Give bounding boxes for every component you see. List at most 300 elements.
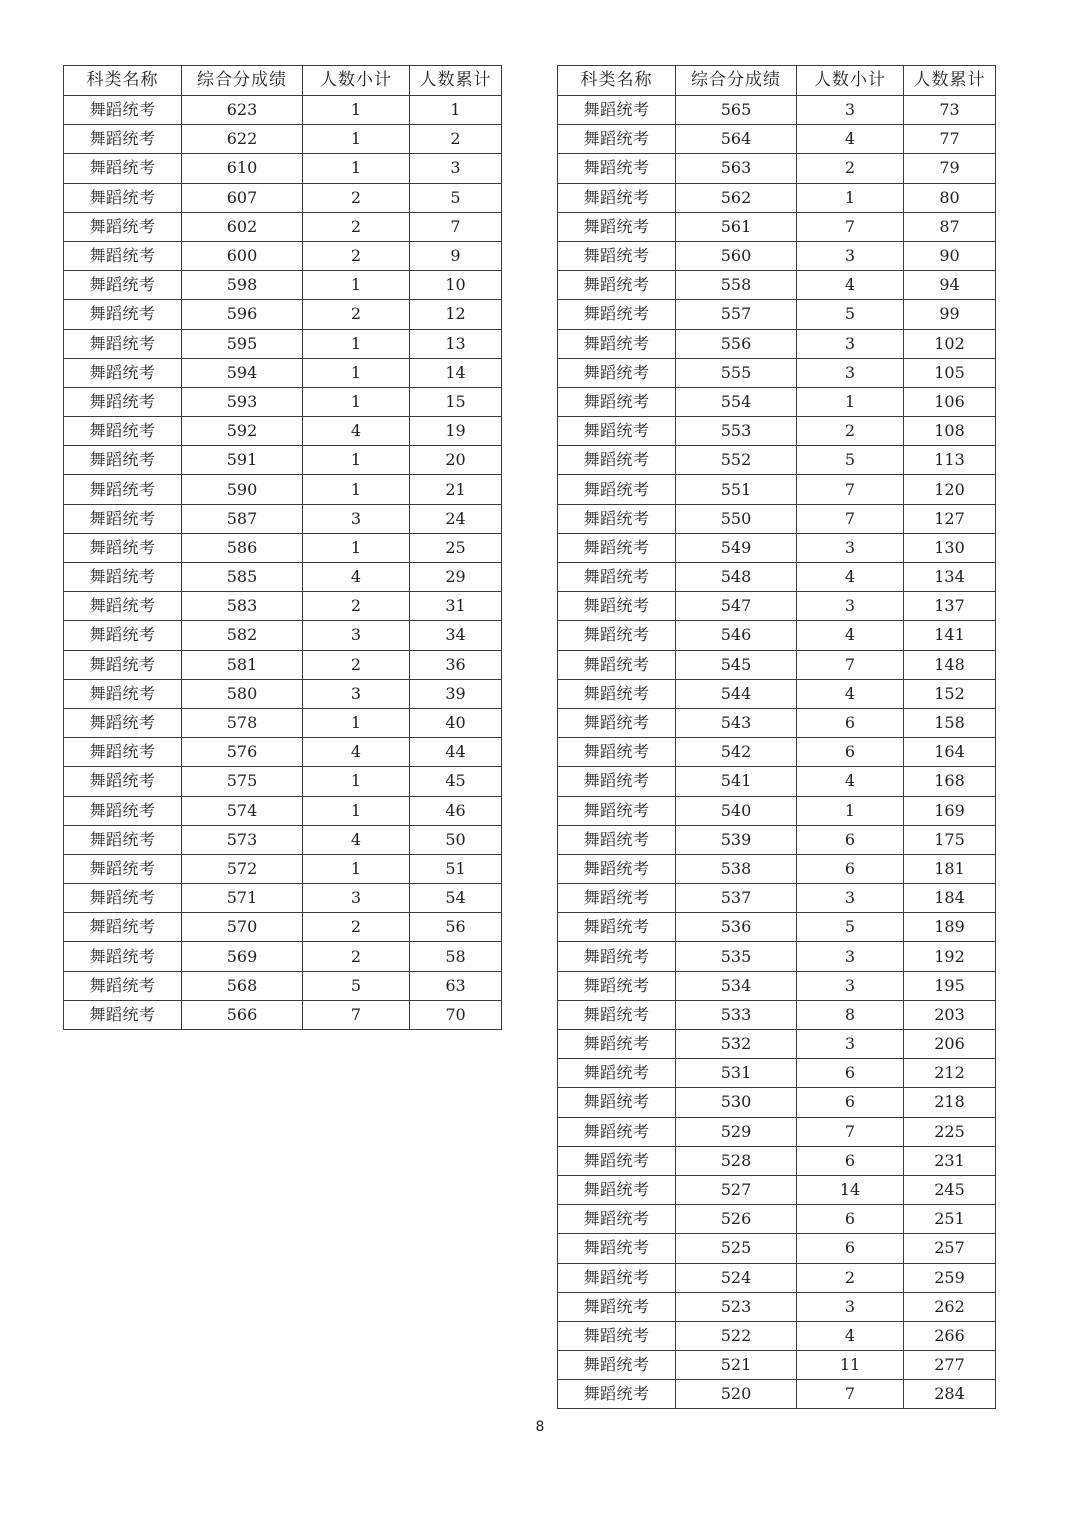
- cell-count: 1: [303, 796, 410, 825]
- cell-score: 602: [182, 212, 303, 241]
- cell-category: 舞蹈统考: [558, 884, 676, 913]
- cell-score: 546: [676, 621, 797, 650]
- cell-category: 舞蹈统考: [558, 913, 676, 942]
- cell-cumulative: 195: [904, 971, 996, 1000]
- cell-cumulative: 54: [410, 884, 502, 913]
- table-row: [558, 241, 996, 270]
- cell-category: 舞蹈统考: [558, 767, 676, 796]
- cell-count: 1: [303, 358, 410, 387]
- cell-count: 1: [303, 475, 410, 504]
- cell-score: 569: [182, 942, 303, 971]
- table-header-row: [558, 66, 996, 96]
- cell-count: 5: [303, 971, 410, 1000]
- cell-cumulative: 63: [410, 971, 502, 1000]
- cell-score: 543: [676, 708, 797, 737]
- cell-cumulative: 13: [410, 329, 502, 358]
- cell-count: 1: [797, 796, 904, 825]
- cell-cumulative: 36: [410, 650, 502, 679]
- cell-score: 524: [676, 1263, 797, 1292]
- table-row: [64, 621, 502, 650]
- table-row: [64, 300, 502, 329]
- cell-category: 舞蹈统考: [558, 1292, 676, 1321]
- header-count: 人数小计: [303, 66, 410, 96]
- cell-count: 6: [797, 1088, 904, 1117]
- cell-cumulative: 218: [904, 1088, 996, 1117]
- cell-count: 3: [797, 329, 904, 358]
- cell-score: 564: [676, 125, 797, 154]
- header-category: 科类名称: [558, 66, 676, 96]
- cell-cumulative: 39: [410, 679, 502, 708]
- cell-cumulative: 277: [904, 1351, 996, 1380]
- cell-count: 4: [797, 563, 904, 592]
- cell-score: 592: [182, 417, 303, 446]
- cell-category: 舞蹈统考: [558, 329, 676, 358]
- cell-count: 1: [303, 387, 410, 416]
- cell-score: 580: [182, 679, 303, 708]
- cell-score: 529: [676, 1117, 797, 1146]
- cell-score: 522: [676, 1321, 797, 1350]
- cell-count: 1: [303, 329, 410, 358]
- cell-count: 3: [797, 241, 904, 270]
- cell-category: 舞蹈统考: [558, 241, 676, 270]
- cell-category: 舞蹈统考: [64, 650, 182, 679]
- table-row: [64, 913, 502, 942]
- cell-score: 598: [182, 271, 303, 300]
- cell-category: 舞蹈统考: [558, 154, 676, 183]
- cell-category: 舞蹈统考: [64, 387, 182, 416]
- cell-count: 3: [797, 358, 904, 387]
- cell-score: 586: [182, 533, 303, 562]
- cell-score: 590: [182, 475, 303, 504]
- cell-score: 540: [676, 796, 797, 825]
- cell-cumulative: 192: [904, 942, 996, 971]
- cell-cumulative: 105: [904, 358, 996, 387]
- table-row: [558, 1117, 996, 1146]
- cell-score: 575: [182, 767, 303, 796]
- cell-cumulative: 284: [904, 1380, 996, 1409]
- cell-category: 舞蹈统考: [558, 1000, 676, 1029]
- table-row: [558, 387, 996, 416]
- cell-score: 622: [182, 125, 303, 154]
- cell-category: 舞蹈统考: [558, 1059, 676, 1088]
- table-row: [558, 1059, 996, 1088]
- cell-count: 3: [797, 96, 904, 125]
- cell-category: 舞蹈统考: [558, 533, 676, 562]
- cell-cumulative: 245: [904, 1175, 996, 1204]
- cell-cumulative: 259: [904, 1263, 996, 1292]
- table-row: [558, 1146, 996, 1175]
- table-row: [558, 1175, 996, 1204]
- cell-score: 553: [676, 417, 797, 446]
- cell-cumulative: 175: [904, 825, 996, 854]
- table-row: [64, 592, 502, 621]
- table-row: [558, 738, 996, 767]
- cell-category: 舞蹈统考: [64, 825, 182, 854]
- cell-category: 舞蹈统考: [558, 942, 676, 971]
- cell-category: 舞蹈统考: [558, 446, 676, 475]
- table-row: [558, 1234, 996, 1263]
- cell-count: 3: [797, 942, 904, 971]
- cell-score: 537: [676, 884, 797, 913]
- cell-score: 552: [676, 446, 797, 475]
- table-row: [558, 271, 996, 300]
- cell-category: 舞蹈统考: [558, 417, 676, 446]
- cell-score: 572: [182, 854, 303, 883]
- table-row: [64, 387, 502, 416]
- cell-score: 574: [182, 796, 303, 825]
- cell-category: 舞蹈统考: [64, 884, 182, 913]
- cell-category: 舞蹈统考: [558, 1205, 676, 1234]
- table-row: [558, 1292, 996, 1321]
- cell-score: 545: [676, 650, 797, 679]
- cell-category: 舞蹈统考: [64, 329, 182, 358]
- table-row: [558, 504, 996, 533]
- cell-score: 538: [676, 854, 797, 883]
- cell-count: 4: [797, 767, 904, 796]
- cell-score: 544: [676, 679, 797, 708]
- cell-category: 舞蹈统考: [64, 942, 182, 971]
- table-row: [558, 1351, 996, 1380]
- cell-category: 舞蹈统考: [64, 621, 182, 650]
- cell-cumulative: 31: [410, 592, 502, 621]
- table-row: [558, 125, 996, 154]
- cell-category: 舞蹈统考: [558, 621, 676, 650]
- score-table-left: [63, 65, 502, 1030]
- cell-category: 舞蹈统考: [64, 738, 182, 767]
- cell-count: 1: [303, 533, 410, 562]
- cell-count: 6: [797, 1205, 904, 1234]
- cell-count: 7: [797, 1117, 904, 1146]
- cell-cumulative: 14: [410, 358, 502, 387]
- cell-cumulative: 134: [904, 563, 996, 592]
- table-row: [558, 796, 996, 825]
- table-body-left: [64, 96, 502, 1030]
- cell-count: 7: [797, 1380, 904, 1409]
- cell-count: 5: [797, 913, 904, 942]
- cell-category: 舞蹈统考: [64, 1000, 182, 1029]
- cell-category: 舞蹈统考: [558, 592, 676, 621]
- cell-category: 舞蹈统考: [64, 971, 182, 1000]
- cell-count: 4: [797, 125, 904, 154]
- cell-category: 舞蹈统考: [558, 971, 676, 1000]
- cell-category: 舞蹈统考: [558, 1380, 676, 1409]
- table-row: [64, 212, 502, 241]
- cell-score: 576: [182, 738, 303, 767]
- cell-count: 6: [797, 1059, 904, 1088]
- cell-cumulative: 70: [410, 1000, 502, 1029]
- cell-score: 527: [676, 1175, 797, 1204]
- cell-cumulative: 113: [904, 446, 996, 475]
- cell-category: 舞蹈统考: [558, 212, 676, 241]
- cell-category: 舞蹈统考: [64, 96, 182, 125]
- cell-cumulative: 58: [410, 942, 502, 971]
- table-row: [558, 96, 996, 125]
- cell-cumulative: 168: [904, 767, 996, 796]
- cell-count: 2: [303, 183, 410, 212]
- cell-score: 610: [182, 154, 303, 183]
- table-row: [64, 942, 502, 971]
- table-row: [64, 154, 502, 183]
- cell-category: 舞蹈统考: [64, 504, 182, 533]
- cell-count: 7: [797, 212, 904, 241]
- score-table-right: [557, 65, 996, 1409]
- cell-count: 4: [797, 679, 904, 708]
- cell-cumulative: 130: [904, 533, 996, 562]
- cell-cumulative: 120: [904, 475, 996, 504]
- table-row: [64, 125, 502, 154]
- table-row: [64, 241, 502, 270]
- cell-count: 1: [303, 271, 410, 300]
- table-row: [64, 767, 502, 796]
- cell-cumulative: 212: [904, 1059, 996, 1088]
- cell-cumulative: 169: [904, 796, 996, 825]
- table-row: [64, 738, 502, 767]
- cell-cumulative: 231: [904, 1146, 996, 1175]
- cell-cumulative: 257: [904, 1234, 996, 1263]
- table-row: [558, 679, 996, 708]
- cell-count: 6: [797, 1146, 904, 1175]
- cell-cumulative: 87: [904, 212, 996, 241]
- table-row: [64, 504, 502, 533]
- cell-count: 3: [303, 679, 410, 708]
- cell-cumulative: 266: [904, 1321, 996, 1350]
- cell-cumulative: 158: [904, 708, 996, 737]
- cell-score: 548: [676, 563, 797, 592]
- cell-category: 舞蹈统考: [558, 1263, 676, 1292]
- header-score: 综合分成绩: [676, 66, 797, 96]
- cell-cumulative: 79: [904, 154, 996, 183]
- cell-count: 3: [303, 621, 410, 650]
- cell-cumulative: 15: [410, 387, 502, 416]
- cell-cumulative: 3: [410, 154, 502, 183]
- cell-score: 594: [182, 358, 303, 387]
- cell-category: 舞蹈统考: [64, 446, 182, 475]
- cell-cumulative: 2: [410, 125, 502, 154]
- table-row: [558, 767, 996, 796]
- table-row: [64, 417, 502, 446]
- table-row: [64, 650, 502, 679]
- table-row: [64, 1000, 502, 1029]
- cell-category: 舞蹈统考: [64, 417, 182, 446]
- table-row: [558, 446, 996, 475]
- cell-count: 2: [303, 913, 410, 942]
- cell-cumulative: 137: [904, 592, 996, 621]
- table-row: [64, 854, 502, 883]
- cell-cumulative: 127: [904, 504, 996, 533]
- cell-count: 3: [797, 971, 904, 1000]
- cell-count: 6: [797, 738, 904, 767]
- table-row: [64, 533, 502, 562]
- cell-count: 1: [303, 446, 410, 475]
- cell-count: 2: [303, 650, 410, 679]
- cell-cumulative: 24: [410, 504, 502, 533]
- cell-score: 560: [676, 241, 797, 270]
- cell-category: 舞蹈统考: [558, 1030, 676, 1059]
- table-row: [558, 154, 996, 183]
- cell-count: 5: [797, 446, 904, 475]
- cell-score: 587: [182, 504, 303, 533]
- table-row: [64, 271, 502, 300]
- table-row: [558, 563, 996, 592]
- cell-category: 舞蹈统考: [64, 767, 182, 796]
- cell-count: 6: [797, 825, 904, 854]
- cell-category: 舞蹈统考: [558, 679, 676, 708]
- cell-score: 596: [182, 300, 303, 329]
- cell-count: 2: [303, 592, 410, 621]
- cell-category: 舞蹈统考: [558, 271, 676, 300]
- cell-category: 舞蹈统考: [558, 563, 676, 592]
- cell-count: 1: [303, 96, 410, 125]
- cell-cumulative: 206: [904, 1030, 996, 1059]
- cell-cumulative: 94: [904, 271, 996, 300]
- cell-count: 1: [303, 125, 410, 154]
- table-row: [558, 1088, 996, 1117]
- cell-cumulative: 44: [410, 738, 502, 767]
- cell-count: 4: [797, 621, 904, 650]
- cell-category: 舞蹈统考: [64, 679, 182, 708]
- cell-score: 558: [676, 271, 797, 300]
- table-row: [558, 417, 996, 446]
- page-number: 8: [535, 1419, 545, 1435]
- cell-category: 舞蹈统考: [558, 387, 676, 416]
- cell-category: 舞蹈统考: [64, 212, 182, 241]
- table-header-row: [64, 66, 502, 96]
- cell-category: 舞蹈统考: [558, 1234, 676, 1263]
- table-row: [64, 825, 502, 854]
- cell-category: 舞蹈统考: [558, 1146, 676, 1175]
- cell-score: 557: [676, 300, 797, 329]
- header-cumulative: 人数累计: [410, 66, 502, 96]
- cell-cumulative: 225: [904, 1117, 996, 1146]
- cell-count: 3: [797, 533, 904, 562]
- cell-count: 2: [303, 212, 410, 241]
- cell-count: 3: [303, 504, 410, 533]
- cell-score: 582: [182, 621, 303, 650]
- table-row: [64, 475, 502, 504]
- cell-category: 舞蹈统考: [64, 271, 182, 300]
- cell-category: 舞蹈统考: [558, 650, 676, 679]
- cell-score: 563: [676, 154, 797, 183]
- cell-cumulative: 10: [410, 271, 502, 300]
- cell-score: 525: [676, 1234, 797, 1263]
- cell-count: 3: [797, 884, 904, 913]
- cell-category: 舞蹈统考: [64, 913, 182, 942]
- cell-count: 2: [303, 241, 410, 270]
- table-row: [558, 854, 996, 883]
- cell-cumulative: 34: [410, 621, 502, 650]
- cell-cumulative: 251: [904, 1205, 996, 1234]
- cell-count: 3: [303, 884, 410, 913]
- table-row: [64, 96, 502, 125]
- cell-score: 521: [676, 1351, 797, 1380]
- cell-score: 535: [676, 942, 797, 971]
- cell-cumulative: 90: [904, 241, 996, 270]
- table-row: [64, 708, 502, 737]
- cell-count: 7: [797, 475, 904, 504]
- table-row: [558, 475, 996, 504]
- cell-cumulative: 1: [410, 96, 502, 125]
- cell-score: 531: [676, 1059, 797, 1088]
- cell-category: 舞蹈统考: [558, 1351, 676, 1380]
- cell-score: 534: [676, 971, 797, 1000]
- table-row: [558, 1000, 996, 1029]
- cell-category: 舞蹈统考: [558, 96, 676, 125]
- cell-count: 6: [797, 1234, 904, 1263]
- cell-cumulative: 80: [904, 183, 996, 212]
- cell-count: 6: [797, 854, 904, 883]
- cell-score: 591: [182, 446, 303, 475]
- table-row: [558, 300, 996, 329]
- cell-category: 舞蹈统考: [558, 738, 676, 767]
- table-row: [64, 358, 502, 387]
- cell-category: 舞蹈统考: [64, 708, 182, 737]
- cell-cumulative: 56: [410, 913, 502, 942]
- cell-count: 1: [797, 183, 904, 212]
- table-row: [558, 329, 996, 358]
- cell-category: 舞蹈统考: [64, 592, 182, 621]
- table-row: [558, 592, 996, 621]
- table-row: [558, 884, 996, 913]
- cell-cumulative: 40: [410, 708, 502, 737]
- cell-category: 舞蹈统考: [558, 358, 676, 387]
- cell-score: 585: [182, 563, 303, 592]
- cell-score: 530: [676, 1088, 797, 1117]
- table-row: [558, 825, 996, 854]
- table-row: [558, 650, 996, 679]
- table-row: [64, 563, 502, 592]
- header-category: 科类名称: [64, 66, 182, 96]
- cell-score: 556: [676, 329, 797, 358]
- cell-score: 541: [676, 767, 797, 796]
- cell-cumulative: 25: [410, 533, 502, 562]
- cell-cumulative: 77: [904, 125, 996, 154]
- table-row: [64, 329, 502, 358]
- cell-score: 607: [182, 183, 303, 212]
- cell-score: 520: [676, 1380, 797, 1409]
- cell-cumulative: 46: [410, 796, 502, 825]
- cell-count: 2: [797, 417, 904, 446]
- cell-category: 舞蹈统考: [64, 475, 182, 504]
- cell-cumulative: 12: [410, 300, 502, 329]
- cell-count: 7: [797, 650, 904, 679]
- cell-cumulative: 45: [410, 767, 502, 796]
- cell-cumulative: 20: [410, 446, 502, 475]
- cell-category: 舞蹈统考: [558, 708, 676, 737]
- cell-count: 1: [797, 387, 904, 416]
- table-row: [558, 621, 996, 650]
- cell-category: 舞蹈统考: [64, 796, 182, 825]
- cell-category: 舞蹈统考: [558, 300, 676, 329]
- cell-category: 舞蹈统考: [558, 796, 676, 825]
- table-row: [558, 1205, 996, 1234]
- cell-count: 4: [797, 1321, 904, 1350]
- cell-count: 4: [303, 417, 410, 446]
- cell-score: 550: [676, 504, 797, 533]
- table-row: [558, 1030, 996, 1059]
- cell-score: 555: [676, 358, 797, 387]
- cell-count: 1: [303, 708, 410, 737]
- cell-category: 舞蹈统考: [558, 1175, 676, 1204]
- cell-score: 593: [182, 387, 303, 416]
- table-row: [64, 679, 502, 708]
- cell-score: 549: [676, 533, 797, 562]
- cell-score: 581: [182, 650, 303, 679]
- cell-cumulative: 152: [904, 679, 996, 708]
- cell-count: 11: [797, 1351, 904, 1380]
- table-row: [64, 971, 502, 1000]
- cell-score: 542: [676, 738, 797, 767]
- cell-count: 7: [303, 1000, 410, 1029]
